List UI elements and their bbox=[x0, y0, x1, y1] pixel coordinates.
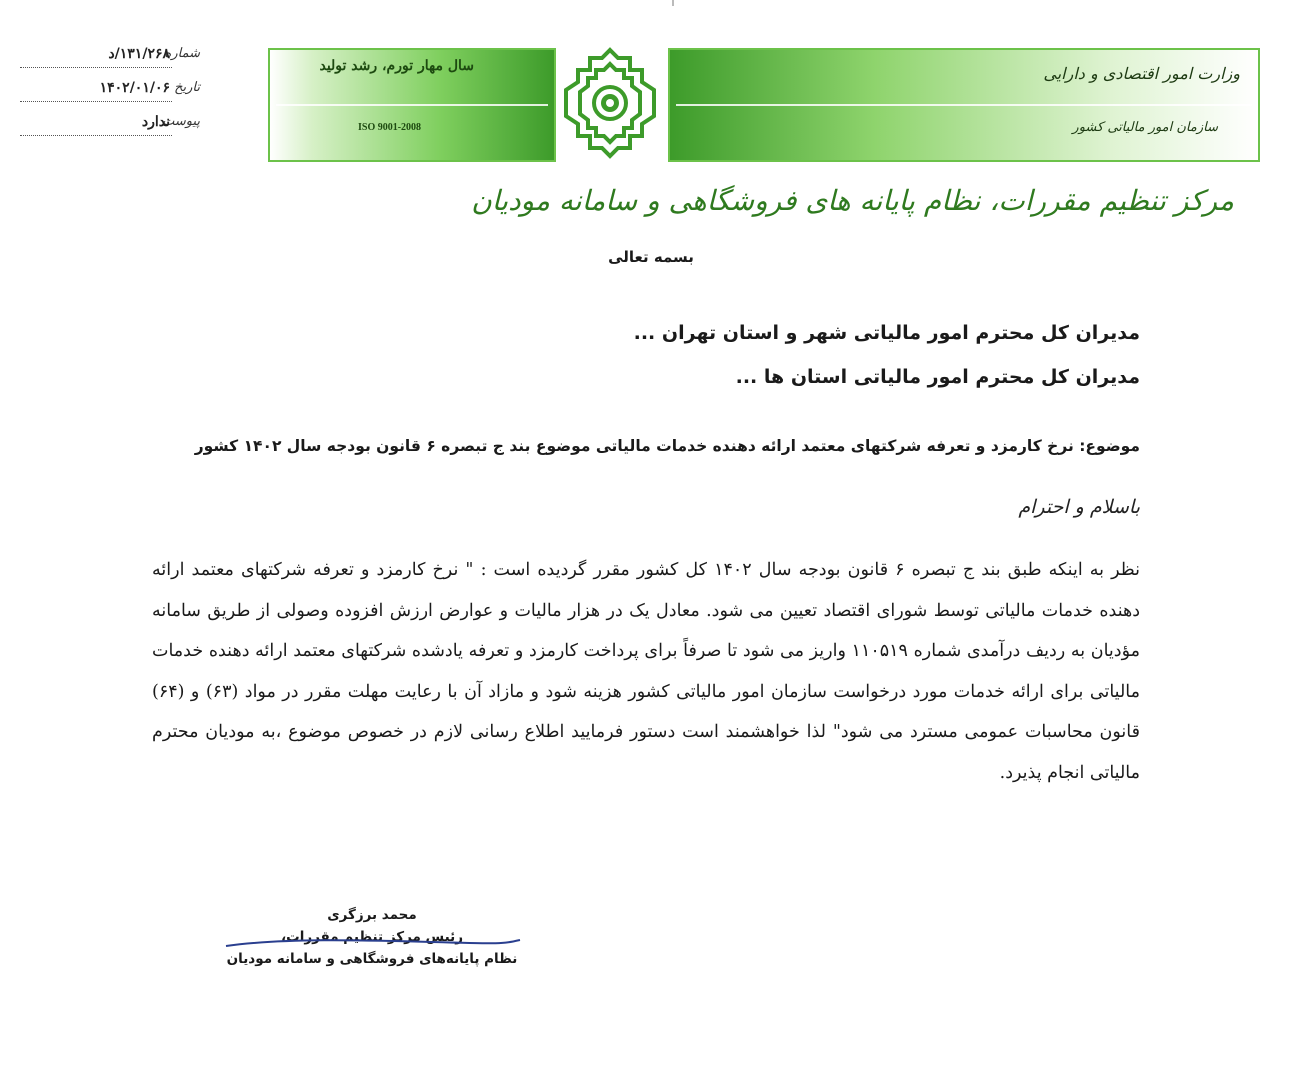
dotted-line bbox=[20, 135, 172, 136]
dotted-line bbox=[20, 67, 172, 68]
dotted-line bbox=[20, 101, 172, 102]
number-label: شماره bbox=[164, 46, 200, 61]
issuing-center-title: مرکز تنظیم مقررات، نظام پایانه های فروشگاهی و سامانه مودیان bbox=[471, 184, 1234, 217]
signer-name: محمد برزگری bbox=[327, 907, 417, 923]
signer-title-continued: نظام پایانه‌های فروشگاهی و سامانه مودیان bbox=[226, 951, 518, 967]
recipient-line: مدیران کل محترم امور مالیاتی شهر و استان تهران ... bbox=[633, 322, 1140, 344]
year-slogan: سال مهار تورم، رشد تولید bbox=[319, 58, 474, 74]
scan-mark bbox=[672, 0, 674, 6]
organization-name: سازمان امور مالیاتی کشور bbox=[1072, 120, 1218, 135]
date-label: تاریخ bbox=[174, 80, 200, 95]
header-band-right bbox=[668, 48, 1260, 162]
signature-block bbox=[222, 904, 522, 970]
meta-date-row bbox=[20, 78, 200, 106]
band-divider bbox=[676, 104, 1252, 106]
letter-date: ۱۴۰۲/۰۱/۰۶ bbox=[99, 80, 170, 96]
letter-meta bbox=[20, 44, 200, 146]
letter-subject: موضوع: نرخ کارمزد و تعرفه شرکتهای معتمد ارائه دهنده خدمات مالیاتی موضوع بند ج تبصره ۶ قانون بودجه سال ۱۴۰۲ کشور bbox=[194, 437, 1140, 455]
iso-certification: ISO 9001-2008 bbox=[358, 122, 422, 133]
signer-title: رئیس مرکز تنظیم مقررات، bbox=[281, 929, 463, 945]
greeting: باسلام و احترام bbox=[1018, 496, 1140, 518]
attachment-value: ندارد bbox=[141, 114, 170, 130]
signature-stroke-icon bbox=[222, 936, 522, 950]
invocation: بسمه تعالی bbox=[608, 248, 694, 266]
recipient-line: مدیران کل محترم امور مالیاتی استان ها ... bbox=[735, 366, 1140, 388]
ministry-name: وزارت امور اقتصادی و دارایی bbox=[1043, 64, 1240, 83]
meta-attachment-row bbox=[20, 112, 200, 140]
meta-number-row bbox=[20, 44, 200, 72]
header-band-left bbox=[268, 48, 556, 162]
tax-organization-emblem-icon bbox=[560, 44, 660, 162]
letter-body: نظر به اینکه طبق بند ج تبصره ۶ قانون بودجه سال ۱۴۰۲ کل کشور مقرر گردیده است : " نرخ کارمزد و تعرفه شرکتهای معتمد ارائه دهنده خدمات مالیاتی توسط شورای اقتصاد تعیین می شود. معادل یک در هزار مالیات و عوارض ارزش افزوده وصولی از طریق سامانه مؤدیان به ردیف درآمدی شماره ۱۱۰۵۱۹ واریز می شود تا صرفاً برای پرداخت کارمزد و تعرفه یادشده شرکتهای معتمد ارائه دهنده خدمات مالیاتی برای ارائه خدمات مورد درخواست سازمان امور مالیاتی کشور هزینه شود و مازاد آن با رعایت مهلت مقرر در مواد (۶۳) و (۶۴) قانون محاسبات عمومی مسترد می شود" لذا خواهشمند است دستور فرمایید اطلاع رسانی لازم در خصوص موضوع ،به مودیان محترم مالیاتی انجام پذیرد. bbox=[152, 560, 1141, 783]
band-divider bbox=[276, 104, 548, 106]
attachment-label: پیوست bbox=[162, 114, 200, 129]
letter-number: ۱۳۱/۲۶۸/د bbox=[108, 46, 170, 62]
